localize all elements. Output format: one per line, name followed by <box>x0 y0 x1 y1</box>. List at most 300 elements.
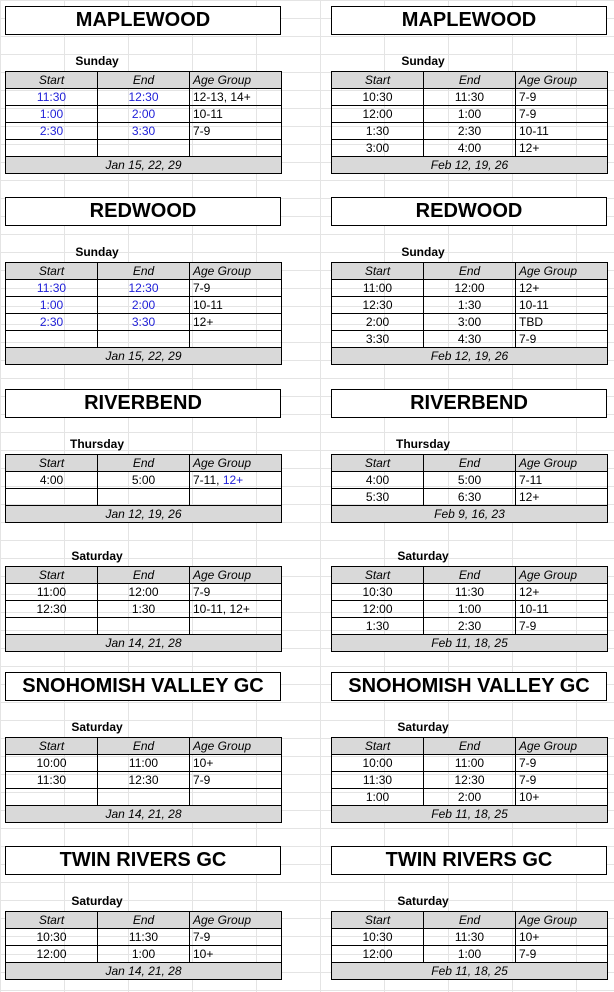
dates-cell <box>332 635 608 652</box>
cell-text: 5:30 <box>365 490 390 504</box>
dates-row <box>332 963 608 980</box>
venue-title: MAPLEWOOD <box>331 6 607 35</box>
cell-text: 10-11 <box>193 298 223 312</box>
day-label: Saturday <box>71 549 123 563</box>
end-cell <box>424 601 516 618</box>
cell-text: 10-11, 12+ <box>193 602 250 616</box>
cell-text: Jan 14, 21, 28 <box>105 964 182 978</box>
cell-text: Start <box>38 73 65 87</box>
dates-row <box>6 963 282 980</box>
cell-text: End <box>132 913 155 927</box>
cell-text: Age Group <box>193 739 252 753</box>
end-cell <box>424 618 516 635</box>
end-cell <box>424 89 516 106</box>
cell-text: 3:30 <box>365 332 390 346</box>
cell-text: Jan 14, 21, 28 <box>105 636 182 650</box>
cell-text: End <box>458 913 481 927</box>
cell-text: Age Group <box>519 913 578 927</box>
schedule-table <box>5 262 282 365</box>
end-header <box>98 72 190 89</box>
table-row <box>6 297 282 314</box>
cell-text: 7-9 <box>519 773 537 787</box>
dates-row <box>6 506 282 523</box>
age-group-cell <box>516 789 608 806</box>
start-cell <box>332 314 424 331</box>
age-group-cell <box>516 601 608 618</box>
cell-text: Feb 11, 18, 25 <box>431 636 508 650</box>
cell-text: 4:30 <box>457 332 482 346</box>
start-header <box>6 738 98 755</box>
cell-text: 10+ <box>193 947 214 961</box>
end-cell <box>98 331 190 348</box>
cell-text: 11:30 <box>36 281 67 295</box>
cell-text: Age Group <box>193 568 252 582</box>
schedule-table <box>331 262 608 365</box>
cell-text: 10-11 <box>519 124 549 138</box>
cell-text: End <box>458 73 481 87</box>
cell-text: Start <box>364 73 391 87</box>
age-group-header <box>516 72 608 89</box>
start-cell <box>6 331 98 348</box>
start-cell <box>332 618 424 635</box>
cell-text: 1:00 <box>39 298 64 312</box>
schedule-table <box>5 566 282 652</box>
cell-text: 7-9 <box>519 947 537 961</box>
cell-text: 12+ <box>519 141 540 155</box>
dates-cell <box>332 963 608 980</box>
header-row <box>332 455 608 472</box>
schedule-table <box>331 454 608 523</box>
start-cell <box>332 331 424 348</box>
dates-row <box>332 506 608 523</box>
end-cell <box>424 280 516 297</box>
cell-text: 2:00 <box>131 298 156 312</box>
cell-text: 1:00 <box>457 602 482 616</box>
table-row <box>332 929 608 946</box>
end-cell <box>98 601 190 618</box>
cell-text: Age Group <box>519 264 578 278</box>
cell-text: 1:30 <box>365 124 390 138</box>
cell-text: 3:30 <box>131 124 156 138</box>
cell-text: Age Group <box>519 568 578 582</box>
age-group-cell <box>190 472 282 489</box>
end-cell <box>98 314 190 331</box>
cell-text: 10+ <box>193 756 214 770</box>
cell-text: 2:30 <box>457 619 482 633</box>
start-cell <box>6 755 98 772</box>
table-row <box>6 280 282 297</box>
end-cell <box>424 331 516 348</box>
table-row <box>332 601 608 618</box>
cell-text: Feb 12, 19, 26 <box>430 158 509 172</box>
table-row <box>332 123 608 140</box>
cell-text: 11:30 <box>454 930 485 944</box>
cell-text: 2:00 <box>457 790 482 804</box>
age-group-header <box>516 738 608 755</box>
cell-text: End <box>458 739 481 753</box>
end-cell <box>98 772 190 789</box>
table-row <box>332 946 608 963</box>
header-row <box>332 738 608 755</box>
start-cell <box>332 789 424 806</box>
age-group-cell <box>190 584 282 601</box>
cell-text: 10:00 <box>362 756 393 770</box>
cell-text: End <box>458 456 481 470</box>
cell-text: 5:00 <box>457 473 482 487</box>
venue-title: MAPLEWOOD <box>5 6 281 35</box>
age-group-cell <box>190 929 282 946</box>
header-row <box>332 72 608 89</box>
age-group-header <box>190 263 282 280</box>
dates-cell <box>6 348 282 365</box>
cell-text: 2:00 <box>365 315 390 329</box>
cell-text: 12:00 <box>362 602 393 616</box>
header-row <box>6 567 282 584</box>
table-row <box>332 106 608 123</box>
venue-title: RIVERBEND <box>5 389 281 418</box>
table-row <box>6 140 282 157</box>
table-row <box>332 789 608 806</box>
dates-row <box>6 806 282 823</box>
cell-text: Feb 12, 19, 26 <box>430 349 509 363</box>
age-group-cell <box>190 331 282 348</box>
start-cell <box>332 601 424 618</box>
end-cell <box>424 106 516 123</box>
schedule-table <box>5 454 282 523</box>
age-group-header <box>190 455 282 472</box>
start-cell <box>6 584 98 601</box>
cell-text: Start <box>364 264 391 278</box>
table-row <box>332 618 608 635</box>
end-cell <box>98 472 190 489</box>
venue-title: REDWOOD <box>5 197 281 226</box>
table-row <box>6 472 282 489</box>
dates-row <box>332 348 608 365</box>
start-cell <box>6 123 98 140</box>
header-row <box>6 455 282 472</box>
end-cell <box>424 772 516 789</box>
age-group-cell <box>190 789 282 806</box>
cell-text: Start <box>364 456 391 470</box>
cell-text: 12+ <box>519 281 540 295</box>
age-group-cell <box>190 755 282 772</box>
venue-title: SNOHOMISH VALLEY GC <box>5 672 281 701</box>
cell-text: Age Group <box>519 73 578 87</box>
cell-text: End <box>132 568 155 582</box>
cell-text: Feb 11, 18, 25 <box>431 964 508 978</box>
end-cell <box>424 489 516 506</box>
schedule-table <box>331 71 608 174</box>
end-cell <box>98 140 190 157</box>
day-label: Sunday <box>75 245 119 259</box>
cell-text: 12:30 <box>128 773 159 787</box>
start-header <box>6 263 98 280</box>
start-cell <box>332 929 424 946</box>
schedule-table <box>331 911 608 980</box>
start-header <box>332 455 424 472</box>
start-cell <box>6 772 98 789</box>
cell-text: 11:30 <box>454 585 485 599</box>
cell-text: 2:30 <box>457 124 482 138</box>
dates-cell <box>6 806 282 823</box>
cell-text: 11:00 <box>362 281 393 295</box>
schedule-table <box>5 737 282 823</box>
cell-text: 7-9 <box>193 281 211 295</box>
dates-cell <box>6 506 282 523</box>
cell-text: 10-11 <box>519 298 549 312</box>
age-group-header <box>516 455 608 472</box>
cell-text: 7-11 <box>519 473 543 487</box>
table-row <box>332 489 608 506</box>
day-label: Saturday <box>397 549 449 563</box>
start-cell <box>332 140 424 157</box>
cell-text: 11:30 <box>362 773 393 787</box>
cell-text: Age Group <box>193 456 252 470</box>
venue-title: REDWOOD <box>331 197 607 226</box>
start-cell <box>332 472 424 489</box>
table-row <box>6 584 282 601</box>
table-row <box>6 789 282 806</box>
table-row <box>6 755 282 772</box>
cell-text: 1:00 <box>457 107 482 121</box>
cell-text: 7-9 <box>193 124 211 138</box>
age-group-header <box>190 912 282 929</box>
dates-row <box>332 635 608 652</box>
table-row <box>332 331 608 348</box>
dates-row <box>332 806 608 823</box>
cell-text: Feb 11, 18, 25 <box>431 807 508 821</box>
cell-text: 1:00 <box>39 107 64 121</box>
end-header <box>424 738 516 755</box>
age-group-cell <box>516 106 608 123</box>
end-cell <box>424 929 516 946</box>
start-header <box>6 455 98 472</box>
cell-text: 11:30 <box>128 930 159 944</box>
age-group-cell <box>190 106 282 123</box>
cell-text: 12:30 <box>454 773 485 787</box>
cell-text: 12:00 <box>362 107 393 121</box>
start-header <box>6 567 98 584</box>
day-label: Thursday <box>395 437 450 451</box>
age-group-cell <box>516 772 608 789</box>
end-cell <box>98 929 190 946</box>
dates-cell <box>332 506 608 523</box>
cell-text: Start <box>38 739 65 753</box>
cell-text: 12+ <box>193 315 214 329</box>
dates-cell <box>332 348 608 365</box>
cell-text: 1:30 <box>365 619 390 633</box>
age-group-cell <box>190 297 282 314</box>
cell-text: 11:30 <box>36 773 67 787</box>
table-row <box>6 946 282 963</box>
cell-text: 11:00 <box>128 756 159 770</box>
table-row <box>6 331 282 348</box>
cell-text: 10:30 <box>362 930 393 944</box>
cell-text: 7-9 <box>193 930 211 944</box>
header-row <box>6 72 282 89</box>
dates-cell <box>332 157 608 174</box>
day-label: Sunday <box>401 245 445 259</box>
start-header <box>332 912 424 929</box>
dates-row <box>332 157 608 174</box>
age-group-cell <box>516 314 608 331</box>
end-cell <box>424 946 516 963</box>
cell-text: 10:00 <box>36 756 67 770</box>
end-header <box>98 738 190 755</box>
start-cell <box>6 280 98 297</box>
end-cell <box>424 755 516 772</box>
start-cell <box>332 489 424 506</box>
cell-text: 2:30 <box>39 124 64 138</box>
schedule-table <box>5 911 282 980</box>
cell-text: End <box>458 568 481 582</box>
cell-text: 7-9 <box>193 585 211 599</box>
cell-text: 4:00 <box>457 141 482 155</box>
cell-text: Start <box>364 568 391 582</box>
end-header <box>98 912 190 929</box>
cell-text: 12+ <box>519 490 540 504</box>
end-cell <box>424 314 516 331</box>
age-group-header <box>190 72 282 89</box>
header-row <box>6 738 282 755</box>
table-row <box>6 618 282 635</box>
cell-text: 7-9 <box>519 107 537 121</box>
start-cell <box>332 106 424 123</box>
cell-text: 7-9 <box>193 773 211 787</box>
end-cell <box>98 123 190 140</box>
table-row <box>332 472 608 489</box>
age-group-cell <box>516 280 608 297</box>
cell-text: 12:30 <box>128 90 159 104</box>
age-group-cell <box>190 618 282 635</box>
age-group-header <box>190 567 282 584</box>
cell-text: Jan 12, 19, 26 <box>105 507 182 521</box>
age-group-header <box>516 263 608 280</box>
end-cell <box>98 755 190 772</box>
cell-text: 11:30 <box>454 90 485 104</box>
end-cell <box>424 123 516 140</box>
cell-text: 12-13, 14+ <box>193 90 251 104</box>
header-row <box>332 567 608 584</box>
start-cell <box>6 929 98 946</box>
cell-text: Start <box>38 456 65 470</box>
end-header <box>98 455 190 472</box>
cell-text: Start <box>38 264 65 278</box>
header-row <box>6 263 282 280</box>
end-cell <box>98 106 190 123</box>
cell-text: Jan 15, 22, 29 <box>105 158 182 172</box>
start-header <box>332 72 424 89</box>
end-header <box>98 263 190 280</box>
dates-cell <box>6 635 282 652</box>
cell-text: 4:00 <box>39 473 64 487</box>
cell-text: End <box>132 456 155 470</box>
age-group-cell <box>516 140 608 157</box>
age-group-cell <box>516 929 608 946</box>
age-group-cell <box>516 123 608 140</box>
start-cell <box>332 297 424 314</box>
start-cell <box>332 772 424 789</box>
cell-text: 10+ <box>519 790 540 804</box>
cell-text: 1:00 <box>457 947 482 961</box>
age-group-cell <box>190 772 282 789</box>
cell-text: 10-11 <box>519 602 549 616</box>
dates-row <box>6 348 282 365</box>
end-cell <box>98 946 190 963</box>
end-header <box>424 72 516 89</box>
dates-cell <box>332 806 608 823</box>
cell-text: 7-9 <box>519 332 537 346</box>
cell-text: 3:00 <box>457 315 482 329</box>
table-row <box>332 755 608 772</box>
start-cell <box>6 472 98 489</box>
age-group-cell <box>516 89 608 106</box>
cell-text: Age Group <box>193 264 252 278</box>
cell-text: Age Group <box>193 73 252 87</box>
end-cell <box>98 789 190 806</box>
end-header <box>424 912 516 929</box>
cell-text: 3:00 <box>365 141 390 155</box>
start-cell <box>6 789 98 806</box>
cell-text: 5:00 <box>131 473 156 487</box>
start-cell <box>332 123 424 140</box>
age-group-cell <box>516 331 608 348</box>
day-label: Saturday <box>71 894 123 908</box>
age-group-cell <box>190 946 282 963</box>
venue-title: TWIN RIVERS GC <box>331 846 607 875</box>
age-group-header <box>516 567 608 584</box>
header-row <box>332 263 608 280</box>
start-cell <box>6 946 98 963</box>
end-header <box>424 263 516 280</box>
start-cell <box>6 489 98 506</box>
age-group-header <box>516 912 608 929</box>
cell-text: Feb 9, 16, 23 <box>434 507 505 521</box>
cell-text: End <box>458 264 481 278</box>
start-cell <box>6 618 98 635</box>
header-row <box>332 912 608 929</box>
end-cell <box>424 297 516 314</box>
cell-text: 1:00 <box>365 790 390 804</box>
cell-text: Jan 14, 21, 28 <box>105 807 182 821</box>
day-label: Saturday <box>71 720 123 734</box>
start-cell <box>6 314 98 331</box>
age-group-cell <box>190 314 282 331</box>
age-group-cell <box>190 601 282 618</box>
age-group-cell <box>516 946 608 963</box>
cell-text: Start <box>38 568 65 582</box>
cell-text: 11:30 <box>36 90 67 104</box>
start-header <box>6 72 98 89</box>
dates-cell <box>6 157 282 174</box>
age-group-cell <box>190 123 282 140</box>
end-header <box>424 455 516 472</box>
cell-text: Age Group <box>193 913 252 927</box>
start-cell <box>6 106 98 123</box>
cell-text: 7-9 <box>519 90 537 104</box>
start-cell <box>6 601 98 618</box>
cell-text: End <box>132 73 155 87</box>
table-row <box>332 314 608 331</box>
age-group-extra: 12+ <box>222 473 244 487</box>
end-cell <box>98 89 190 106</box>
dates-row <box>6 635 282 652</box>
schedule-table <box>331 566 608 652</box>
schedule-table <box>5 71 282 174</box>
age-group-cell <box>516 584 608 601</box>
cell-text: Age Group <box>519 739 578 753</box>
start-cell <box>332 755 424 772</box>
